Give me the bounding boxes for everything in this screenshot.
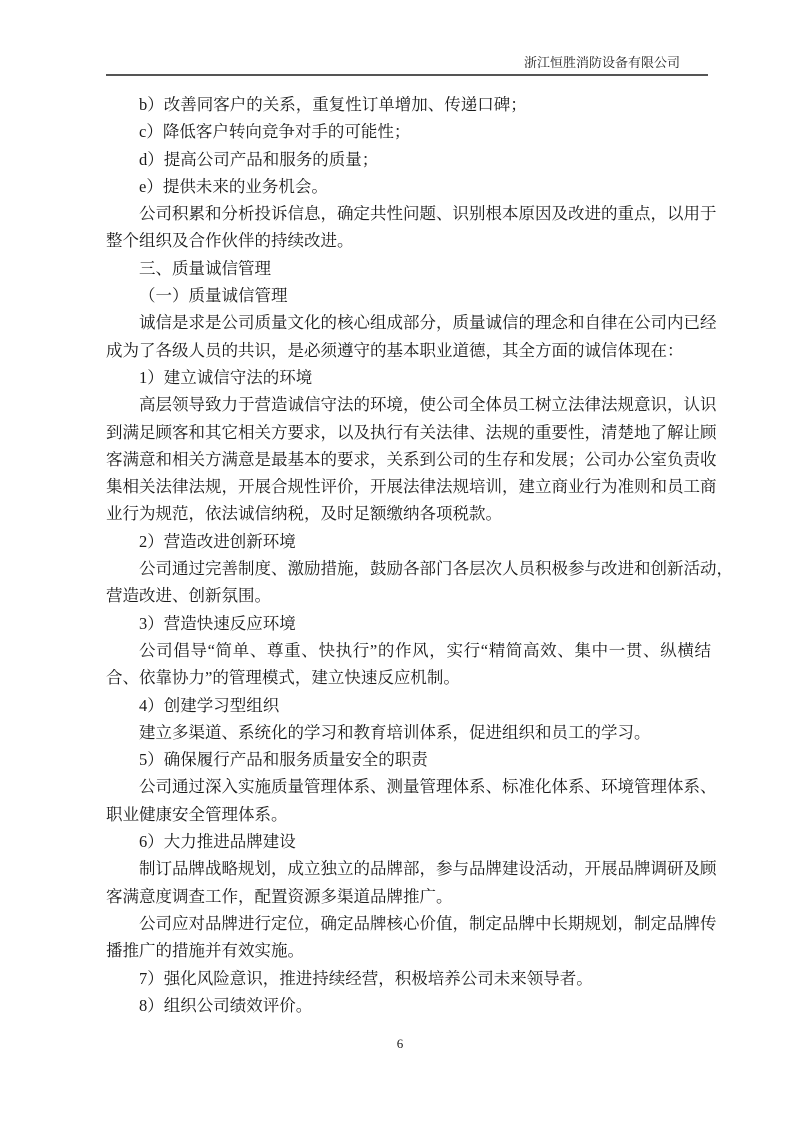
paragraph: [106, 528, 711, 555]
text-line: 1）建立诚信守法的环境: [139, 367, 313, 387]
text-line: 公司应对品牌进行定位，确定品牌核心价值，制定品牌中长期规划，制定品牌传: [139, 913, 717, 933]
text-line: 制订品牌战略规划，成立独立的品牌部，参与品牌建设活动，开展品牌调研及顾: [139, 859, 717, 879]
paragraph: [106, 146, 711, 173]
text-line: 业行为规范，依法诚信纳税，及时足额缴纳各项税款。: [106, 504, 502, 524]
paragraph: [106, 965, 711, 992]
text-line: 3）营造快速反应环境: [139, 613, 296, 633]
text-line: 高层领导致力于营造诚信守法的环境，使公司全体员工树立法律法规意识，认识: [139, 395, 717, 415]
paragraph: [106, 555, 733, 610]
paragraph: [106, 255, 711, 282]
page-number: 6: [396, 1036, 404, 1051]
paragraph: [106, 91, 711, 118]
text-line: 6）大力推进品牌建设: [139, 832, 296, 852]
paragraph: [106, 992, 711, 1019]
text-line: d）提高公司产品和服务的质量；: [139, 149, 379, 169]
paragraph: [106, 391, 717, 527]
text-line: （一）质量诚信管理: [139, 286, 288, 306]
paragraph: [106, 719, 711, 746]
text-line: e）提供未来的业务机会。: [139, 176, 328, 196]
paragraph: [106, 746, 711, 773]
text-line: 客满意和相关方满意是最基本的要求，关系到公司的生存和发展；公司办公室负责收: [106, 449, 717, 469]
text-line: 公司通过深入实施质量管理体系、测量管理体系、标准化体系、环境管理体系、: [139, 777, 717, 797]
text-line: 公司通过完善制度、激励措施，鼓励各部门各层次人员积极参与改进和创新活动，: [139, 559, 733, 579]
text-line: 到满足顾客和其它相关方要求，以及执行有关法律、法规的重要性，清楚地了解让顾: [106, 422, 717, 442]
text-line: 营造改进、创新氛围。: [106, 586, 271, 606]
text-line: 职业健康安全管理体系。: [106, 804, 288, 824]
paragraph: [106, 118, 711, 145]
paragraph: [106, 173, 711, 200]
text-line: 8）组织公司绩效评价。: [139, 995, 313, 1015]
text-line: 公司积累和分析投诉信息，确定共性问题、识别根本原因及改进的重点，以用于: [139, 204, 717, 224]
paragraph: [106, 773, 717, 828]
text-line: 成为了各级人员的共识，是必须遵守的基本职业道德，其全方面的诚信体现在：: [106, 340, 684, 360]
text-line: 公司倡导“简单、尊重、快执行”的作风，实行“精简高效、集中一贯、纵横结: [139, 640, 711, 660]
text-line: 合、依靠协力”的管理模式，建立快速反应机制。: [106, 668, 460, 688]
text-line: 建立多渠道、系统化的学习和教育培训体系，促进组织和员工的学习。: [139, 722, 651, 742]
text-line: 7）强化风险意识，推进持续经营，积极培养公司未来领导者。: [139, 968, 593, 988]
text-line: c）降低客户转向竞争对手的可能性；: [139, 122, 411, 142]
paragraph: [106, 309, 717, 364]
text-line: 2）营造改进创新环境: [139, 531, 296, 551]
text-line: 客满意度调查工作，配置资源多渠道品牌推广。: [106, 886, 453, 906]
paragraph: [106, 910, 717, 965]
text-line: 5）确保履行产品和服务质量安全的职责: [139, 750, 428, 770]
text-line: b）改善同客户的关系，重复性订单增加、传递口碑；: [139, 95, 527, 114]
paragraph: [106, 610, 711, 637]
page-header: [106, 54, 708, 76]
text-line: 4）创建学习型组织: [139, 695, 280, 715]
paragraph: [106, 364, 711, 391]
paragraph: [106, 637, 711, 692]
paragraph: [106, 828, 711, 855]
text-line: 诚信是求是公司质量文化的核心组成部分，质量诚信的理念和自律在公司内已经: [139, 313, 717, 333]
paragraph: [106, 692, 711, 719]
paragraph: [106, 282, 711, 309]
text-line: 集相关法律法规，开展合规性评价，开展法律法规培训，建立商业行为准则和员工商: [106, 477, 717, 497]
paragraph: [106, 855, 717, 910]
paragraph: [106, 200, 717, 255]
text-line: 播推广的措施并有效实施。: [106, 941, 304, 961]
text-line: 三、质量诚信管理: [139, 258, 271, 278]
company-name: 浙江恒胜消防设备有限公司: [523, 55, 680, 70]
text-line: 整个组织及合作伙伴的持续改进。: [106, 231, 354, 251]
document-body: [106, 91, 733, 1019]
